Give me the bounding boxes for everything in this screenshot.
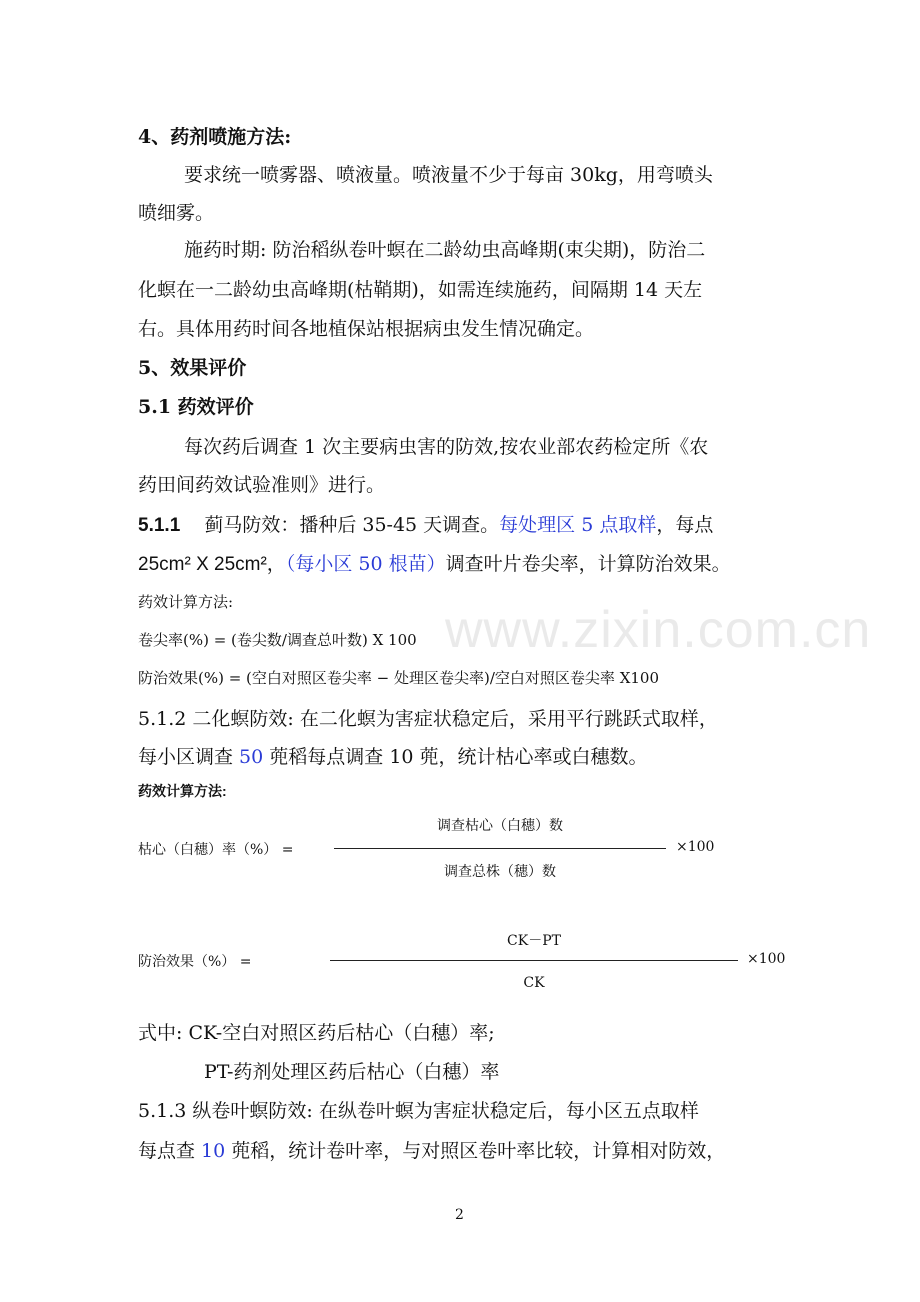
page-number: 2 <box>455 1207 464 1223</box>
s512-text: 蔸稻每点调查 10 蔸，统计枯心率或白穗数。 <box>263 746 648 768</box>
s513-line1: 5.1.3 纵卷叶螟防效: 在纵卷叶螟为害症状稳定后，每小区五点取样 <box>138 1100 699 1122</box>
paragraph-line: 要求统一喷雾器、喷液量。喷液量不少于每亩 30kg，用弯喷头 <box>184 164 713 186</box>
fraction-1-numerator: 调查枯心（白穗）数 <box>437 818 563 834</box>
fraction-1-bar <box>334 848 666 849</box>
where-line: 式中: CK-空白对照区药后枯心（白穗）率; <box>138 1022 495 1044</box>
formula-line: 防治效果(%) = (空白对照区卷尖率 − 处理区卷尖率)/空白对照区卷尖率 X100 <box>138 669 660 687</box>
where-line: PT-药剂处理区药后枯心（白穗）率 <box>204 1061 500 1083</box>
fraction-2-multiplier: ×100 <box>747 951 786 967</box>
fraction-1-label: 枯心（白穗）率（%） = <box>138 842 294 858</box>
s511-area: 25cm² X 25cm²， <box>138 554 286 575</box>
s513-text: 每点查 <box>138 1140 202 1162</box>
s512-blue-text: 50 <box>239 746 264 768</box>
s512-line1: 5.1.2 二化螟防效: 在二化螟为害症状稳定后，采用平行跳跃式取样， <box>138 708 718 730</box>
s513-text: 蔸稻，统计卷叶率，与对照区卷叶率比较，计算相对防效， <box>225 1140 726 1162</box>
section-5-heading: 5、效果评价 <box>138 357 247 379</box>
method-label: 药效计算方法: <box>138 783 227 799</box>
s511-number: 5.1.1 <box>138 515 181 536</box>
section-5-1-heading: 5.1 药效评价 <box>138 396 254 418</box>
s512-line2 <box>138 742 648 769</box>
fraction-2-numerator: CK－PT <box>507 933 561 949</box>
fraction-2-denominator: CK <box>523 975 545 991</box>
paragraph-line: 右。具体用药时间各地植保站根据病虫发生情况确定。 <box>138 318 595 340</box>
paragraph-line: 药田间药效试验准则》进行。 <box>138 474 386 496</box>
fraction-1-multiplier: ×100 <box>676 839 715 855</box>
fraction-1-denominator: 调查总株（穗）数 <box>444 864 556 880</box>
s511-blue-text: （每小区 50 根苗） <box>285 553 446 575</box>
fraction-2-bar <box>330 960 738 961</box>
s511-text: ，每点 <box>656 514 714 536</box>
section-4-heading: 4、药剂喷施方法: <box>138 126 292 148</box>
s513-blue-text: 10 <box>201 1140 226 1162</box>
watermark: www.zixin.com.cn <box>445 601 872 659</box>
paragraph-line: 化螟在一二龄幼虫高峰期(枯鞘期)，如需连续施药，间隔期 14 天左 <box>138 279 703 301</box>
paragraph-line: 每次药后调查 1 次主要病虫害的防效,按农业部农药检定所《农 <box>184 436 709 458</box>
fraction-2-label: 防治效果（%） = <box>138 954 252 970</box>
method-label: 药效计算方法: <box>138 593 234 611</box>
paragraph-line: 喷细雾。 <box>138 202 215 224</box>
paragraph-line: 施药时期: 防治稻纵卷叶螟在二龄幼虫高峰期(束尖期)，防治二 <box>184 239 706 261</box>
s511-line2 <box>138 549 731 576</box>
s512-text: 每小区调查 <box>138 746 240 768</box>
s511-line1 <box>138 510 713 537</box>
s513-line2 <box>138 1136 725 1163</box>
s511-text: 调查叶片卷尖率，计算防治效果。 <box>445 553 731 575</box>
s511-text: 蓟马防效：播种后 35-45 天调查。 <box>204 514 500 536</box>
formula-line: 卷尖率(%) = (卷尖数/调查总叶数) X 100 <box>138 631 417 649</box>
s511-blue-text: 每处理区 5 点取样 <box>499 514 657 536</box>
